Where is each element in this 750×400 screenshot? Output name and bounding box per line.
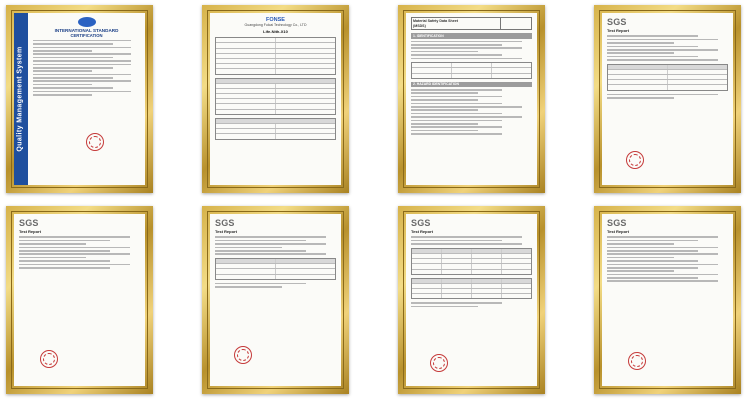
red-seal-icon <box>234 346 252 364</box>
msds-title: Material Safety Data Sheet <box>413 19 458 23</box>
conclusion-table <box>215 118 336 140</box>
certificate-frame-sgs-1[interactable] <box>594 5 741 193</box>
certificate-frame-sgs-2[interactable] <box>6 206 153 394</box>
report-title: Life-Nith-X10 <box>263 28 288 34</box>
report-title: Test Report <box>411 229 433 234</box>
results-table <box>607 64 728 91</box>
red-seal-icon <box>628 352 646 370</box>
band-text: Quality Management System <box>16 46 24 152</box>
certificate-frame-sgs-5[interactable] <box>594 206 741 394</box>
sgs-logo: SGS <box>19 218 39 228</box>
quality-system-band <box>14 13 28 185</box>
certificate-title: INTERNATIONAL STANDARD <box>54 28 119 33</box>
certificate-subtitle: CERTIFICATION <box>70 33 103 38</box>
company-logo: FONSE <box>266 17 285 23</box>
results-table <box>215 78 336 115</box>
certificate-frame-sgs-3[interactable] <box>202 206 349 394</box>
iso-certificate <box>14 13 145 185</box>
red-seal-icon <box>86 133 104 151</box>
certificate-frame-test-report[interactable] <box>202 5 349 193</box>
msds-subtitle: (MSDS) <box>413 23 426 28</box>
company-name: Guangdong Fulcai Technology Co., LTD <box>244 23 307 27</box>
product-test-report <box>210 13 341 185</box>
report-title: Test Report <box>607 28 629 33</box>
iso-emblem-icon <box>78 17 96 27</box>
certificate-frame-sgs-4[interactable] <box>398 206 545 394</box>
sgs-test-report <box>602 13 733 185</box>
results-table-a <box>411 248 532 275</box>
results-table <box>215 258 336 280</box>
info-table <box>215 37 336 74</box>
msds-document <box>406 13 537 185</box>
results-table-b <box>411 278 532 300</box>
sgs-test-report <box>602 214 733 386</box>
sgs-test-report <box>14 214 145 386</box>
sgs-logo: SGS <box>607 17 627 27</box>
sgs-logo: SGS <box>607 218 627 228</box>
sgs-logo: SGS <box>411 218 431 228</box>
red-seal-icon <box>430 354 448 372</box>
red-seal-icon <box>626 151 644 169</box>
certificate-frame-msds[interactable] <box>398 5 545 193</box>
section-hazard: 2. HAZARD IDENTIFICATION <box>411 82 532 88</box>
sgs-logo: SGS <box>215 218 235 228</box>
sgs-test-report <box>406 214 537 386</box>
report-title: Test Report <box>19 229 41 234</box>
identification-table <box>411 62 532 79</box>
red-seal-icon <box>40 350 58 368</box>
msds-header <box>411 17 532 30</box>
certificate-frame-iso[interactable] <box>6 5 153 193</box>
section-identification: 1. IDENTIFICATION <box>411 33 532 39</box>
report-title: Test Report <box>607 229 629 234</box>
sgs-test-report <box>210 214 341 386</box>
report-title: Test Report <box>215 229 237 234</box>
